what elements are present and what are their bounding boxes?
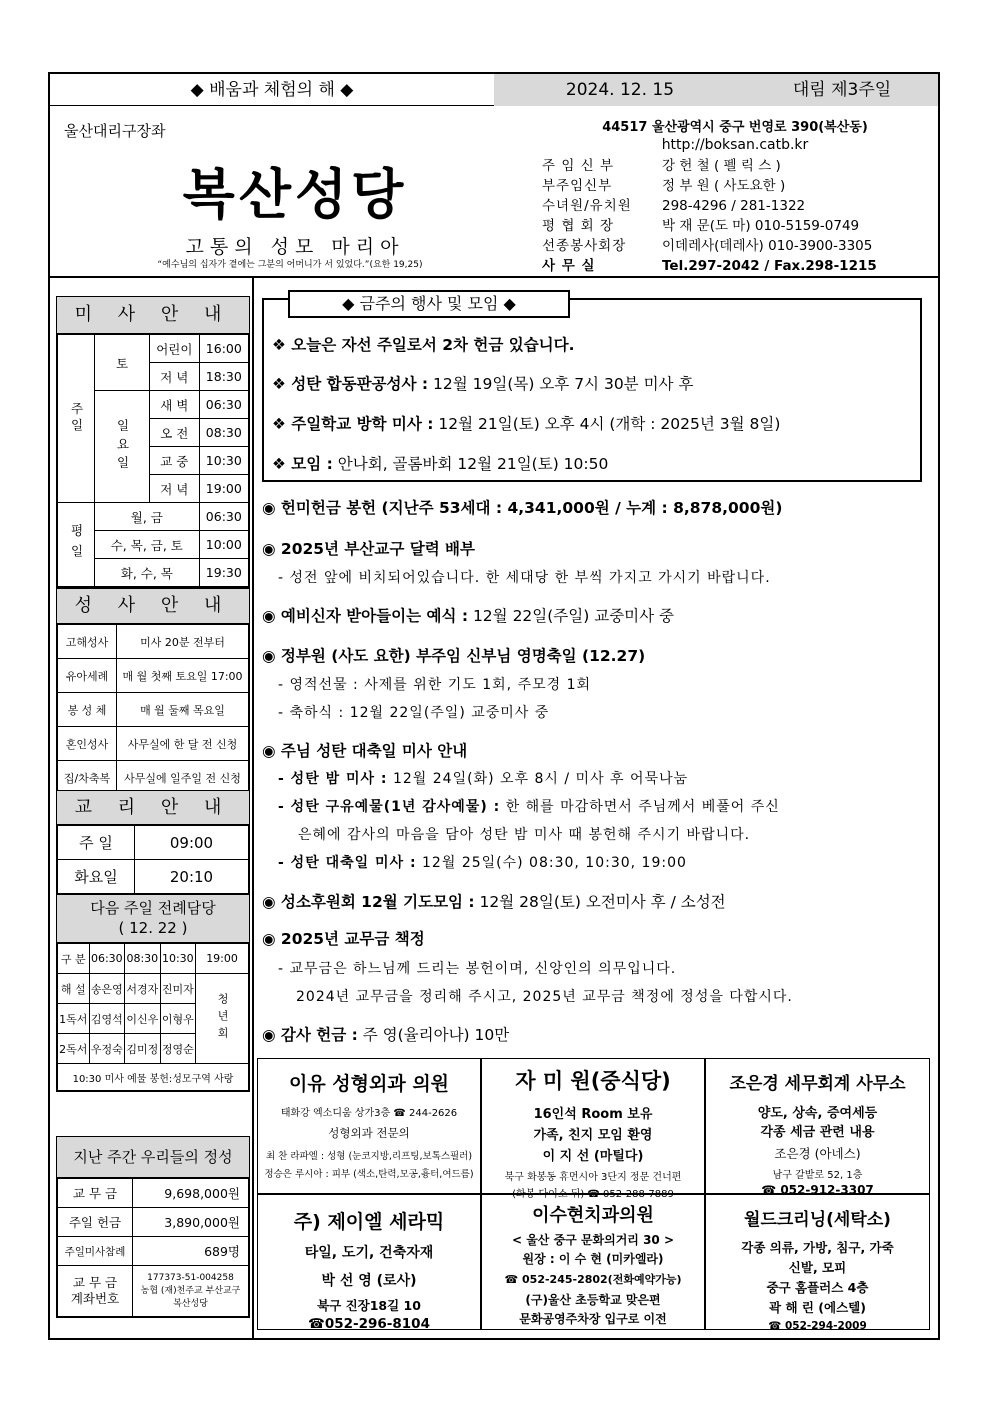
notice-christmas: ◉ 주님 성탄 대축일 미사 안내 <box>262 742 468 760</box>
bulletin-date: 2024. 12. 15 <box>494 74 746 106</box>
account-name: 복산성당 <box>173 1298 208 1309</box>
liturgy-duty-box <box>56 894 250 1092</box>
offering-table: 교 무 금 9,698,000원 주일 헌금 3,890,000원 주일미사참례 689명 교 무 금 계좌번호 177373-51-004258 농협 (재)천주교 부산교구 복산성당 <box>57 1178 249 1317</box>
catechism-box <box>56 790 250 895</box>
notice-catechumen: ◉ 예비신자 받아들이는 예식 : 12월 22일(주일) 교중미사 중 <box>262 607 675 625</box>
year-motto: ◆ 배움과 체험의 해 ◆ <box>190 80 354 100</box>
ad-ceramic: 주) 제이엘 세라믹 타일, 도기, 건축자재 박 선 영 (로사) 북구 진장18길 10 ☎052-296-8104 <box>257 1194 481 1330</box>
notice-offering: ◉ 헌미헌금 봉헌 (지난주 53세대 : 4,341,000원 / 누계 : 8,878,000원) <box>262 499 783 517</box>
event-item: ❖ 모임 : 안나회, 골롬바회 12월 21일(토) 10:50 <box>272 455 609 473</box>
offering-box <box>56 1136 250 1318</box>
duty-table: 구 분 06:30 08:30 10:30 19:00 해 설 송은영 서경자 진미자 청년회 1독서 김영석 이신우 이형우 2독서 우정숙 김미정 정영순 10:30 미사 예물 봉헌:성모구역 사랑 <box>57 943 249 1091</box>
notice-feastday: ◉ 정부원 (사도 요한) 부주임 신부님 영명축일 (12.27) <box>262 647 646 665</box>
account-bank: 농협 (재)천주교 부산교구 <box>140 1285 241 1296</box>
ad-dental: 이수현치과의원 < 울산 중구 문화의거리 30 > 원장 : 이 수 현 (미카엘라) ☎ 052-245-2802(전화예약가능) (구)울산 초등학교 맞은편 문화공영주차장 입구로 이전 <box>481 1194 705 1330</box>
mass-schedule-title: 미 사 안 내 <box>57 297 249 334</box>
ad-restaurant: 자 미 원(중식당) 16인석 Room 보유 가족, 친지 모임 환영 이 지 선 (마틸다) 북구 화봉동 휴먼시아 3단지 정문 건너편 (화봉 다이소 뒤) ☎ 052-288-7889 <box>481 1058 705 1194</box>
staff-row: 선종봉사회장 이데레사(데레사) 010-3900-3305 <box>542 238 873 254</box>
header-divider <box>50 276 938 278</box>
staff-row: 평 협 회 장 박 재 문(도 마) 010-5159-0749 <box>542 218 860 234</box>
account-number: 177373-51-004258 <box>147 1272 234 1283</box>
notice-vocation: ◉ 성소후원회 12월 기도모임 : 12월 28일(토) 오전미사 후 / 소성전 <box>262 893 726 911</box>
notice-calendar-detail: - 성전 앞에 비치되어있습니다. 한 세대당 한 부씩 가지고 가시기 바랍니다. <box>278 570 771 586</box>
mass-table: 주일 토 어린이 16:00 저 녁 18:30 일요일 새 벽 06:30 오 전 08:30 교 중 10:30 저 녁 19:00 평일 월, 금 06:30 수, 목, 금, 토 10:00 화, 수, 목 19:30 <box>57 334 249 587</box>
event-item: ❖ 오늘은 자선 주일로서 2차 헌금 있습니다. <box>272 336 575 354</box>
notice-christmas-day: - 성탄 대축일 미사 : 12월 25일(수) 08:30, 10:30, 19:00 <box>278 855 687 871</box>
liturgy-duty-title: 다음 주일 전례담당 ( 12. 22 ) <box>57 895 249 943</box>
patron-saint: 고통의 성모 마리아 <box>185 236 405 258</box>
event-item: ❖ 성탄 합동판공성사 : 12월 19일(목) 오후 7시 30분 미사 후 <box>272 375 694 393</box>
offering-title: 지난 주간 우리들의 정성 <box>57 1137 249 1178</box>
notice-christmas-crib-cont: 은혜에 감사의 마음을 담아 성탄 밤 미사 때 봉헌해 주시기 바랍니다. <box>298 827 751 843</box>
notice-dues-detail1: - 교무금은 하느님께 드리는 봉헌이며, 신앙인의 의무입니다. <box>278 961 677 977</box>
notice-thanks: ◉ 감사 헌금 : 주 영(율리아나) 10만 <box>262 1026 510 1044</box>
staff-row: 수녀원/유치원 298-4296 / 281-1322 <box>542 198 806 214</box>
column-divider <box>252 278 254 1340</box>
top-bar <box>50 74 938 106</box>
catechism-table: 주 일 09:00 화요일 20:10 <box>57 825 249 894</box>
notice-calendar: ◉ 2025년 부산교구 달력 배부 <box>262 540 476 558</box>
church-website[interactable]: http://boksan.catb.kr <box>661 137 809 153</box>
staff-row: 주 임 신 부 강 헌 철 ( 펠 릭 스 ) <box>542 158 781 174</box>
staff-list <box>542 156 932 276</box>
notice-dues: ◉ 2025년 교무금 책정 <box>262 930 425 948</box>
event-item: ❖ 주일학교 방학 미사 : 12월 21일(토) 오후 4시 (개학 : 2025년 3월 8일) <box>272 415 781 433</box>
ad-surgery: 이유 성형외과 의원 태화강 엑소디움 상가3층 ☎ 244-2626 성형외과 전문의 최 찬 라파엘 : 성형 (눈코지방,리프팅,보톡스필러) 정승은 루시아 : 피부 (색소,탄력,모공,흉터,여드름) <box>257 1058 481 1194</box>
scripture-verse: “예수님의 십자가 곁에는 그분의 어머니가 서 있었다.”(요한 19,25) <box>157 260 423 270</box>
sacrament-table: 고해성사 미사 20분 전부터 유아세례 매 월 첫째 토요일 17:00 봉 성 체 매 월 둘째 목요일 혼인성사 사무실에 한 달 전 신청 집/차축복 사무실에 일주일 전 신청 <box>57 624 249 795</box>
church-name: 복산성당 <box>182 162 408 226</box>
staff-row: 부주임신부 정 부 원 ( 사도요한 ) <box>542 178 786 194</box>
notice-feastday-celebration: - 축하식 : 12월 22일(주일) 교중미사 중 <box>278 705 550 721</box>
sacrament-title: 성 사 안 내 <box>57 589 249 624</box>
notice-feastday-gift: - 영적선물 : 사제를 위한 기도 1회, 주모경 1회 <box>278 677 592 693</box>
church-address: 44517 울산광역시 중구 번영로 390(복산동) <box>602 120 868 135</box>
diocese-label: 울산대리구장좌 <box>64 122 166 140</box>
ad-tax-office: 조은경 세무회계 사무소 양도, 상속, 증여세등 각종 세금 관련 내용 조은경 (아네스) 남구 갈밭로 52, 1층 ☎ 052-912-3307 <box>705 1058 930 1194</box>
sacrament-box <box>56 588 250 796</box>
mass-schedule-box <box>56 296 250 588</box>
events-title: ◆ 금주의 행사 및 모임 ◆ <box>288 290 570 318</box>
staff-row: 사 무 실 Tel.297-2042 / Fax.298-1215 <box>542 258 877 274</box>
catechism-title: 교 리 안 내 <box>57 791 249 825</box>
ad-laundry: 월드크리닝(세탁소) 각종 의류, 가방, 침구, 가죽 신발, 모피 중구 홈플러스 4층 곽 해 린 (에스텔) ☎ 052-294-2009 <box>705 1194 930 1330</box>
notice-dues-detail2: 2024년 교무금을 정리해 주시고, 2025년 교무금 책정에 정성을 다합시다. <box>296 989 793 1005</box>
liturgical-week: 대림 제3주일 <box>746 74 938 106</box>
notice-christmas-crib: - 성탄 구유예물(1년 감사예물) : 한 해를 마감하면서 주님께서 베풀어 주신 <box>278 799 780 815</box>
notice-christmas-eve: - 성탄 밤 미사 : 12월 24일(화) 오후 8시 / 미사 후 어묵나눔 <box>278 771 689 787</box>
